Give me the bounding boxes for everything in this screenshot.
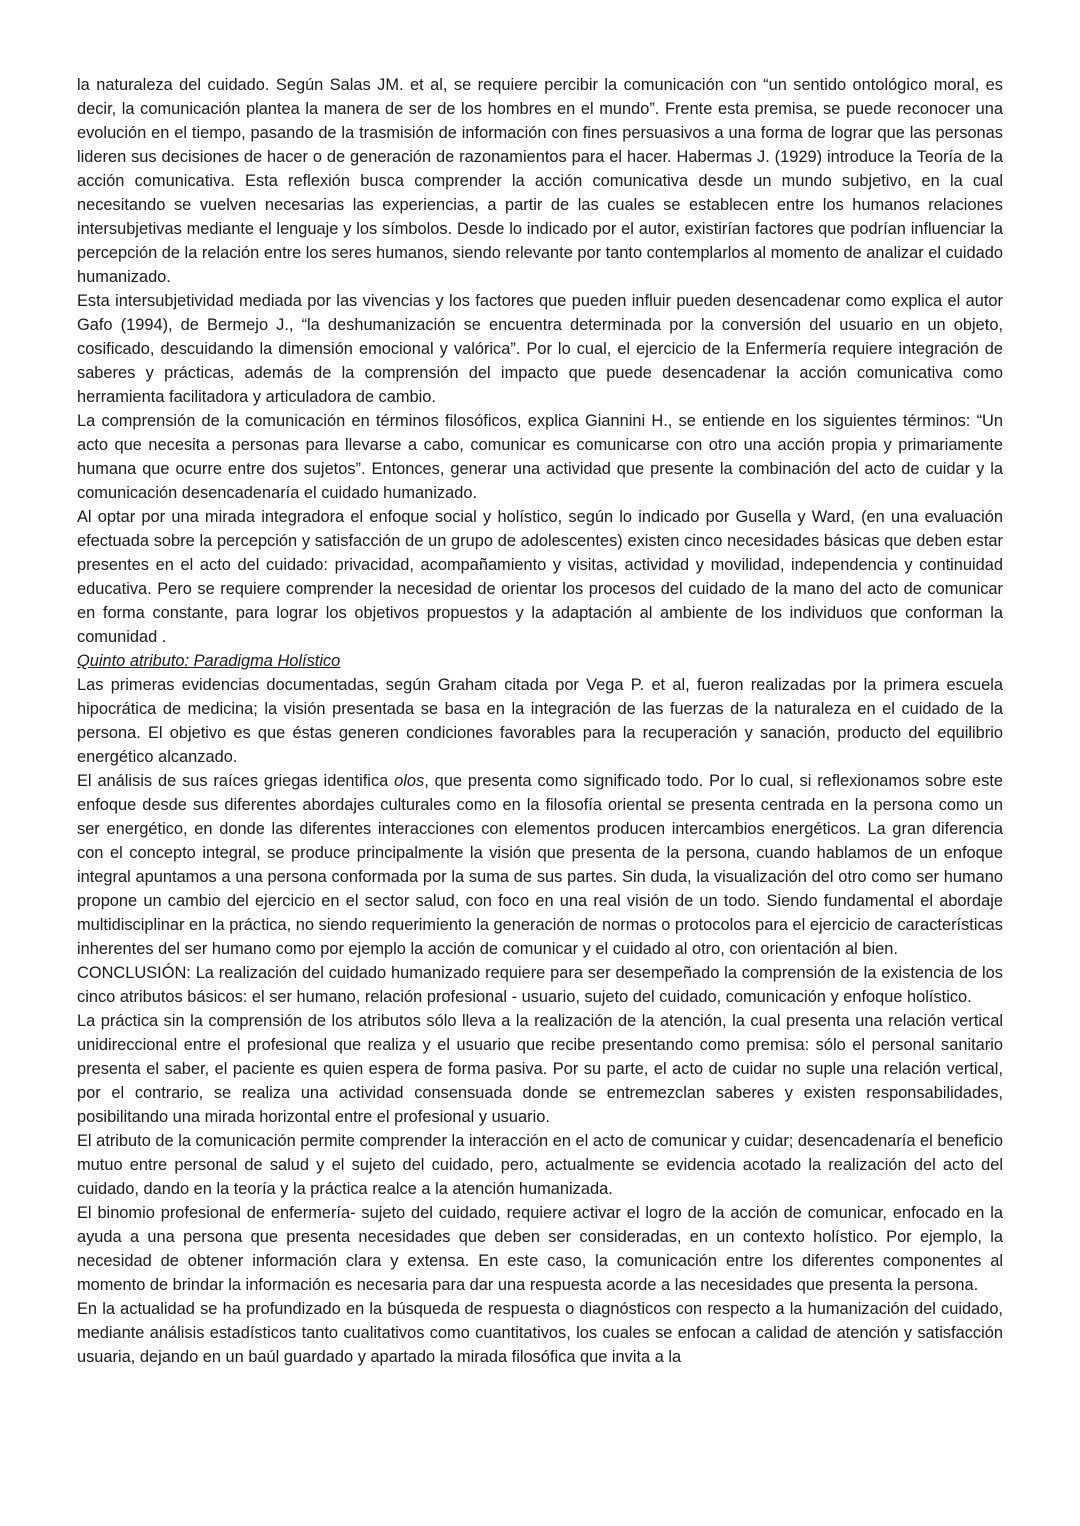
paragraph-binomio-profesional: El binomio profesional de enfermería- sujeto del cuidado, requiere activar el logro de la acción de comunicar, enfocado en la ayuda a una persona que presenta necesidades que deben ser consideradas, en un contexto holístico. Por ejemplo, la necesidad de obtener información clara y extensa. En este caso, la comunicación entre los diferentes componentes al momento de brindar la información es necesaria para dar una respuesta acorde a las necesidades que presenta la persona. xyxy=(77,1204,1003,1294)
paragraph-atributo-comunicacion: El atributo de la comunicación permite comprender la interacción en el acto de comunicar y cuidar; desencadenaría el beneficio mutuo entre personal de salud y el sujeto del cuidado, pero, actualmente se evidencia acotado la realización del acto del cuidado, dando en la teoría y la práctica realce a la atención humanizada. xyxy=(77,1132,1003,1198)
paragraph-mirada-integradora: Al optar por una mirada integradora el enfoque social y holístico, según lo indicado por Gusella y Ward, (en una evaluación efectuada sobre la percepción y satisfacción de un grupo de adolescentes) existen cinco necesidades básicas que deben estar presentes en el acto del cuidado: privacidad, acompañamiento y visitas, actividad y movilidad, independencia y continuidad educativa. Pero se requiere comprender la necesidad de orientar los procesos del cuidado de la mano del acto de comunicar en forma constante, para lograr los objetivos propuestos y la adaptación al ambiente de los individuos que conforman la comunidad . xyxy=(77,508,1003,646)
olos-before-text: El análisis de sus raíces griegas identifica xyxy=(77,772,395,790)
paragraph-practica-atributos: La práctica sin la comprensión de los atributos sólo lleva a la realización de la atención, la cual presenta una relación vertical unidireccional entre el profesional que realiza y el usuario que recibe presentando como premisa: sólo el personal sanitario presenta el saber, el paciente es quien espera de forma pasiva. Por su parte, el acto de cuidar no suple una relación vertical, por el contrario, se realiza una actividad consensuada donde se entremezclan saberes y existen responsabilidades, posibilitando una mirada horizontal entre el profesional y usuario. xyxy=(77,1012,1003,1126)
document-page xyxy=(77,73,1003,1369)
paragraph-primeras-evidencias: Las primeras evidencias documentadas, según Graham citada por Vega P. et al, fueron realizadas por la primera escuela hipocrática de medicina; la visión presentada se basa en la integración de las fuerzas de la naturaleza en el cuidado de la persona. El objetivo es que éstas generen condiciones favorables para la recuperación y sanación, producto del equilibrio energético alcanzado. xyxy=(77,676,1003,766)
paragraph-conclusion: CONCLUSIÓN: La realización del cuidado humanizado requiere para ser desempeñado la comprensión de la existencia de los cinco atributos básicos: el ser humano, relación profesional - usuario, sujeto del cuidado, comunicación y enfoque holístico. xyxy=(77,964,1003,1006)
paragraph-intersubjetividad: Esta intersubjetividad mediada por las vivencias y los factores que pueden influir pueden desencadenar como explica el autor Gafo (1994), de Bermejo J., “la deshumanización se encuentra determinada por la conversión del usuario en un objeto, cosificado, descuidando la dimensión emocional y valórica”. Por lo cual, el ejercicio de la Enfermería requiere integración de saberes y prácticas, además de la comprensión del impacto que puede desencadenar la acción comunicativa como herramienta facilitadora y articuladora de cambio. xyxy=(77,292,1003,406)
olos-after-text: , que presenta como significado todo. Por lo cual, si reflexionamos sobre este enfoque desde sus diferentes abordajes culturales como en la filosofía oriental se presenta centrada en la persona como un ser energético, en donde las diferentes interacciones con elementos producen intercambios energéticos. La gran diferencia con el concepto integral, se produce principalmente la visión que presenta de la persona, cuando hablamos de un enfoque integral apuntamos a una persona conformada por la suma de sus partes. Sin duda, la visualización del otro como ser humano propone un cambio del ejercicio en el sector salud, con foco en una real visión de un todo. Siendo fundamental el abordaje multidisciplinar en la práctica, no siendo requerimiento la generación de normas o protocolos para el ejercicio de características inherentes del ser humano como por ejemplo la acción de comunicar y el cuidado al otro, con orientación al bien. xyxy=(77,772,1003,958)
paragraph-naturaleza-cuidado: la naturaleza del cuidado. Según Salas JM. et al, se requiere percibir la comunicación con “un sentido ontológico moral, es decir, la comunicación plantea la manera de ser de los hombres en el mundo”. Frente esta premisa, se puede reconocer una evolución en el tiempo, pasando de la trasmisión de información con fines persuasivos a una forma de lograr que las personas lideren sus decisiones de hacer o de generación de razonamientos para el hacer. Habermas J. (1929) introduce la Teoría de la acción comunicativa. Esta reflexión busca comprender la acción comunicativa desde un mundo subjetivo, en la cual necesitando se vuelven necesarias las experiencias, a partir de las cuales se establecen entre los humanos relaciones intersubjetivas mediante el lenguaje y los símbolos. Desde lo indicado por el autor, existirían factores que podrían influenciar la percepción de la relación entre los seres humanos, siendo relevante por tanto contemplarlos al momento de analizar el cuidado humanizado. xyxy=(77,76,1003,286)
paragraph-comprension-comunicacion: La comprensión de la comunicación en términos filosóficos, explica Giannini H., se entiende en los siguientes términos: “Un acto que necesita a personas para llevarse a cabo, comunicar es comunicarse con otro una acción propia y primariamente humana que ocurre entre dos sujetos”. Entonces, generar una actividad que presente la combinación del acto de cuidar y la comunicación desencadenaría el cuidado humanizado. xyxy=(77,412,1003,502)
section-heading-quinto-atributo: Quinto atributo: Paradigma Holístico xyxy=(77,652,341,670)
olos-emphasis: olos xyxy=(394,772,425,790)
paragraph-raices-griegas xyxy=(77,769,1003,961)
paragraph-actualidad: En la actualidad se ha profundizado en la búsqueda de respuesta o diagnósticos con respecto a la humanización del cuidado, mediante análisis estadísticos tanto cualitativos como cuantitativos, los cuales se enfocan a calidad de atención y satisfacción usuaria, dejando en un baúl guardado y apartado la mirada filosófica que invita a la xyxy=(77,1300,1003,1366)
